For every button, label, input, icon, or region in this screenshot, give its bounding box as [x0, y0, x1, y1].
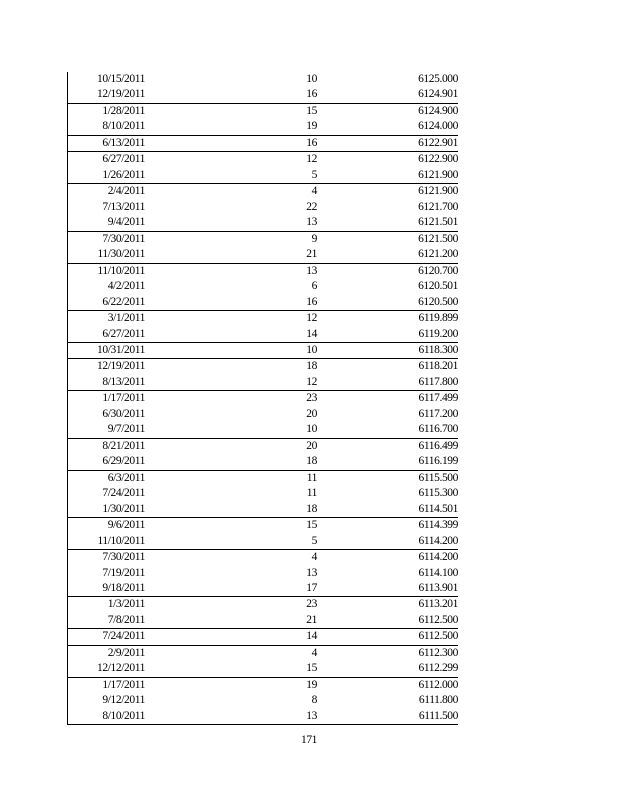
date-cell: 9/12/2011	[102, 694, 145, 707]
date-cell: 8/10/2011	[102, 709, 145, 722]
table-row	[68, 678, 458, 693]
date-cell: 7/30/2011	[102, 232, 145, 245]
value-cell: 6117.800	[418, 375, 458, 388]
value-cell: 6114.399	[418, 519, 458, 532]
row-group	[68, 103, 458, 135]
table-row	[68, 72, 458, 87]
row-group	[68, 358, 458, 390]
count-cell: 15	[306, 104, 317, 117]
row-group	[68, 231, 458, 263]
date-cell: 6/13/2011	[102, 136, 145, 149]
table-row	[68, 454, 458, 469]
date-cell: 12/12/2011	[97, 662, 145, 675]
value-cell: 6117.200	[418, 407, 458, 420]
data-table	[67, 72, 458, 725]
date-cell: 7/24/2011	[102, 630, 145, 643]
count-cell: 5	[311, 534, 317, 547]
value-cell: 6112.299	[418, 662, 458, 675]
count-cell: 15	[306, 519, 317, 532]
count-cell: 18	[306, 502, 317, 515]
value-cell: 6113.901	[418, 582, 458, 594]
date-cell: 7/30/2011	[102, 551, 145, 564]
date-cell: 6/29/2011	[102, 455, 145, 468]
date-cell: 2/4/2011	[107, 185, 145, 198]
date-cell: 1/17/2011	[102, 678, 145, 691]
count-cell: 20	[306, 407, 317, 420]
date-cell: 6/22/2011	[102, 295, 145, 308]
row-group	[68, 72, 458, 103]
value-cell: 6120.500	[418, 295, 458, 308]
count-cell: 10	[306, 423, 317, 436]
table-row	[68, 311, 458, 326]
value-cell: 6114.100	[418, 566, 458, 579]
count-cell: 10	[306, 73, 317, 85]
table-row	[68, 439, 458, 454]
date-cell: 6/27/2011	[102, 153, 145, 166]
table-row	[68, 279, 458, 294]
row-group	[68, 677, 458, 724]
value-cell: 6118.300	[418, 343, 458, 356]
count-cell: 18	[306, 360, 317, 373]
table-row	[68, 566, 458, 581]
table-row	[68, 471, 458, 486]
count-cell: 13	[306, 264, 317, 277]
date-cell: 11/30/2011	[97, 248, 145, 261]
count-cell: 11	[306, 471, 317, 484]
row-group	[68, 183, 458, 230]
date-cell: 9/4/2011	[107, 216, 145, 229]
count-cell: 16	[306, 88, 317, 101]
date-cell: 9/6/2011	[107, 519, 145, 532]
table-row	[68, 550, 458, 565]
table-row	[68, 232, 458, 247]
date-cell: 8/13/2011	[102, 375, 145, 388]
table-row	[68, 295, 458, 310]
value-cell: 6120.501	[418, 280, 458, 293]
count-cell: 4	[311, 551, 317, 564]
count-cell: 9	[311, 232, 317, 245]
table-row	[68, 391, 458, 406]
value-cell: 6115.300	[418, 487, 458, 500]
table-row	[68, 200, 458, 215]
count-cell: 14	[306, 630, 317, 643]
value-cell: 6112.500	[418, 613, 458, 626]
count-cell: 21	[306, 613, 317, 626]
count-cell: 22	[306, 200, 317, 213]
row-group	[68, 135, 458, 151]
count-cell: 21	[306, 248, 317, 261]
table-row	[68, 327, 458, 342]
table-row	[68, 104, 458, 119]
table-row	[68, 87, 458, 102]
date-cell: 7/13/2011	[102, 200, 145, 213]
date-cell: 4/2/2011	[107, 280, 145, 293]
date-cell: 11/10/2011	[97, 534, 145, 547]
table-row	[68, 581, 458, 596]
value-cell: 6114.200	[418, 551, 458, 564]
table-row	[68, 422, 458, 437]
count-cell: 12	[306, 153, 317, 166]
date-cell: 12/19/2011	[97, 360, 145, 373]
value-cell: 6114.501	[418, 502, 458, 515]
page-number: 171	[300, 734, 318, 746]
value-cell: 6122.901	[418, 136, 458, 149]
date-cell: 6/27/2011	[102, 327, 145, 340]
value-cell: 6122.900	[418, 153, 458, 166]
table-row	[68, 136, 458, 151]
row-group	[68, 310, 458, 342]
count-cell: 20	[306, 439, 317, 452]
count-cell: 18	[306, 455, 317, 468]
row-group	[68, 517, 458, 549]
value-cell: 6121.200	[418, 248, 458, 261]
table-row	[68, 359, 458, 374]
value-cell: 6112.500	[418, 630, 458, 643]
table-row	[68, 343, 458, 358]
date-cell: 9/7/2011	[107, 423, 145, 436]
table-row	[68, 264, 458, 279]
date-cell: 7/8/2011	[107, 613, 145, 626]
date-cell: 10/15/2011	[97, 73, 145, 85]
value-cell: 6115.500	[418, 471, 458, 484]
table-row	[68, 597, 458, 612]
value-cell: 6111.800	[418, 694, 458, 707]
table-row	[68, 709, 458, 724]
row-group	[68, 151, 458, 183]
table-row	[68, 247, 458, 262]
count-cell: 14	[306, 327, 317, 340]
table-row	[68, 184, 458, 199]
date-cell: 1/17/2011	[102, 392, 145, 405]
row-group	[68, 549, 458, 596]
count-cell: 11	[306, 487, 317, 500]
date-cell: 1/28/2011	[102, 104, 145, 117]
date-cell: 3/1/2011	[107, 312, 145, 325]
row-group	[68, 438, 458, 470]
date-cell: 12/19/2011	[97, 88, 145, 101]
row-group	[68, 628, 458, 644]
date-cell: 6/3/2011	[107, 471, 145, 484]
count-cell: 12	[306, 375, 317, 388]
count-cell: 8	[311, 694, 317, 707]
table-row	[68, 407, 458, 422]
value-cell: 6119.899	[418, 312, 458, 325]
value-cell: 6116.199	[418, 455, 458, 468]
table-row	[68, 168, 458, 183]
table-row	[68, 119, 458, 134]
count-cell: 4	[311, 646, 317, 659]
count-cell: 23	[306, 392, 317, 405]
count-cell: 5	[311, 168, 317, 181]
value-cell: 6111.500	[418, 709, 458, 722]
count-cell: 4	[311, 185, 317, 198]
date-cell: 10/31/2011	[97, 343, 145, 356]
row-group	[68, 342, 458, 358]
count-cell: 16	[306, 136, 317, 149]
count-cell: 13	[306, 709, 317, 722]
value-cell: 6121.900	[418, 185, 458, 198]
count-cell: 13	[306, 216, 317, 229]
table-row	[68, 375, 458, 390]
count-cell: 19	[306, 678, 317, 691]
table-row	[68, 629, 458, 644]
table-row	[68, 646, 458, 661]
value-cell: 6124.000	[418, 120, 458, 133]
count-cell: 19	[306, 120, 317, 133]
row-group	[68, 263, 458, 310]
value-cell: 6118.201	[418, 360, 458, 373]
date-cell: 8/21/2011	[102, 439, 145, 452]
value-cell: 6125.000	[418, 73, 458, 85]
count-cell: 16	[306, 295, 317, 308]
count-cell: 15	[306, 662, 317, 675]
value-cell: 6116.499	[418, 439, 458, 452]
table-row	[68, 661, 458, 676]
value-cell: 6120.700	[418, 264, 458, 277]
value-cell: 6124.901	[418, 88, 458, 101]
table-row	[68, 215, 458, 230]
row-group	[68, 470, 458, 517]
date-cell: 7/19/2011	[102, 566, 145, 579]
value-cell: 6121.501	[418, 216, 458, 229]
row-group	[68, 390, 458, 437]
count-cell: 17	[306, 582, 317, 594]
value-cell: 6121.700	[418, 200, 458, 213]
date-cell: 1/3/2011	[107, 598, 145, 611]
row-group	[68, 645, 458, 677]
value-cell: 6119.200	[418, 327, 458, 340]
value-cell: 6112.300	[418, 646, 458, 659]
count-cell: 12	[306, 312, 317, 325]
value-cell: 6112.000	[418, 678, 458, 691]
date-cell: 8/10/2011	[102, 120, 145, 133]
value-cell: 6121.900	[418, 168, 458, 181]
date-cell: 1/30/2011	[102, 502, 145, 515]
row-group	[68, 596, 458, 628]
value-cell: 6114.200	[418, 534, 458, 547]
table-row	[68, 152, 458, 167]
table-row	[68, 534, 458, 549]
table-row	[68, 518, 458, 533]
table-row	[68, 486, 458, 501]
table-row	[68, 613, 458, 628]
count-cell: 23	[306, 598, 317, 611]
date-cell: 11/10/2011	[97, 264, 145, 277]
count-cell: 10	[306, 343, 317, 356]
date-cell: 2/9/2011	[107, 646, 145, 659]
date-cell: 9/18/2011	[102, 582, 145, 594]
count-cell: 6	[311, 280, 317, 293]
value-cell: 6117.499	[418, 392, 458, 405]
value-cell: 6116.700	[418, 423, 458, 436]
count-cell: 13	[306, 566, 317, 579]
date-cell: 1/26/2011	[102, 168, 145, 181]
table-row	[68, 502, 458, 517]
value-cell: 6124.900	[418, 104, 458, 117]
value-cell: 6121.500	[418, 232, 458, 245]
date-cell: 6/30/2011	[102, 407, 145, 420]
value-cell: 6113.201	[418, 598, 458, 611]
date-cell: 7/24/2011	[102, 487, 145, 500]
table-row	[68, 693, 458, 708]
